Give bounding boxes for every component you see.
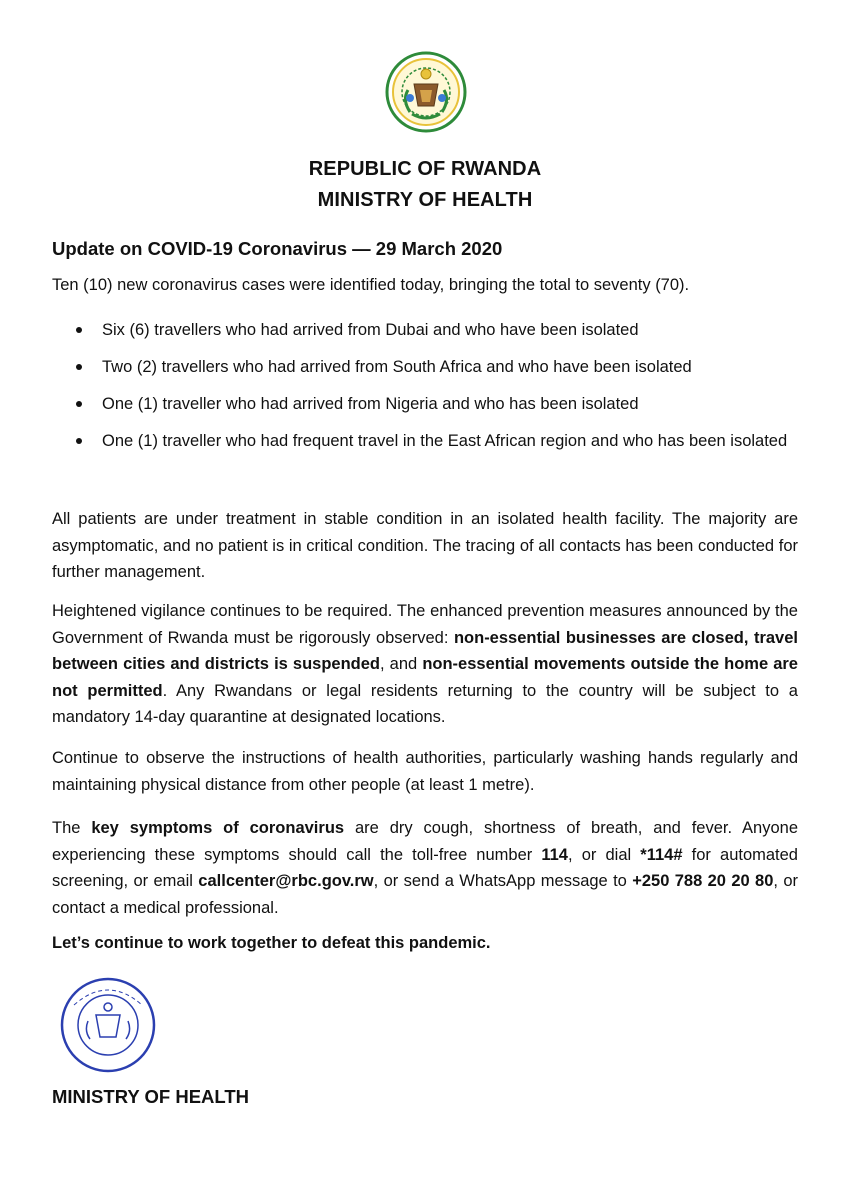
bullet-icon bbox=[76, 438, 82, 444]
intro-paragraph: Ten (10) new coronavirus cases were identified today, bringing the total to seventy (70). bbox=[52, 276, 690, 294]
bullet-icon bbox=[76, 401, 82, 407]
vigilance-text-c: , and bbox=[380, 655, 423, 673]
header-republic: REPUBLIC OF RWANDA bbox=[308, 158, 542, 180]
list-item bbox=[52, 391, 798, 417]
list-item-text: One (1) traveller who had arrived from Nigeria and who has been isolated bbox=[102, 395, 639, 413]
vigilance-paragraph bbox=[52, 598, 798, 731]
vigilance-emphasis-1: non-essential businesses are closed, travel between cities and districts is suspended bbox=[52, 628, 798, 673]
symptoms-paragraph bbox=[52, 815, 798, 921]
callcenter-email: callcenter@rbc.gov.rw bbox=[198, 872, 374, 890]
symptoms-text-k: , or contact a medical professional. bbox=[52, 872, 799, 917]
ussd-code: *114# bbox=[640, 845, 683, 864]
signature-ministry: MINISTRY OF HEALTH bbox=[52, 1086, 249, 1107]
patients-paragraph: All patients are under treatment in stable condition in an isolated health facility. The majority are asymptomatic, and no patient is in critical condition. The tracing of all contacts has been conducted for further management. bbox=[52, 510, 798, 581]
symptoms-text-a: The bbox=[52, 819, 92, 837]
bullet-icon bbox=[76, 364, 82, 370]
symptoms-text-g: for automated screening, or email bbox=[52, 845, 798, 890]
instructions-paragraph: Continue to observe the instructions of health authorities, particularly washing hands regularly and maintaining physical distance from other people (at least 1 metre). bbox=[52, 749, 798, 794]
vigilance-text-a: Heightened vigilance continues to be required. The enhanced prevention measures announced by the Government of Rwanda must be rigorously observed: bbox=[52, 602, 798, 647]
rwanda-coat-of-arms-icon bbox=[384, 48, 468, 138]
list-item bbox=[52, 317, 798, 343]
cases-list bbox=[52, 317, 798, 465]
symptoms-text-i: , or send a WhatsApp message to bbox=[373, 872, 633, 890]
symptoms-emphasis: key symptoms of coronavirus bbox=[91, 819, 345, 837]
vigilance-text-e: . Any Rwandans or legal residents returning to the country will be subject to a mandatory 14-day quarantine at designated locations. bbox=[52, 681, 798, 726]
symptoms-text-e: , or dial bbox=[567, 845, 641, 864]
document-title: Update on COVID-19 Coronavirus — 29 March 2020 bbox=[52, 238, 503, 259]
vigilance-emphasis-2: non-essential movements outside the home are not permitted bbox=[52, 655, 798, 700]
list-item-text: Six (6) travellers who had arrived from Dubai and who have been isolated bbox=[102, 321, 639, 339]
whatsapp-number: +250 788 20 20 80 bbox=[632, 872, 774, 890]
bullet-icon bbox=[76, 327, 82, 333]
symptoms-text-c: are dry cough, shortness of breath, and fever. Anyone experiencing these symptoms should call the toll-free number bbox=[52, 819, 798, 864]
ministry-stamp-icon bbox=[52, 975, 164, 1075]
header-ministry: MINISTRY OF HEALTH bbox=[317, 189, 533, 211]
list-item bbox=[52, 428, 798, 454]
closing-statement: Let’s continue to work together to defeat this pandemic. bbox=[52, 934, 491, 952]
list-item-text: Two (2) travellers who had arrived from South Africa and who have been isolated bbox=[102, 358, 692, 376]
list-item bbox=[52, 354, 798, 380]
list-item-text: One (1) traveller who had frequent travel in the East African region and who has been isolated bbox=[102, 432, 788, 450]
toll-free-number: 114 bbox=[541, 845, 568, 864]
